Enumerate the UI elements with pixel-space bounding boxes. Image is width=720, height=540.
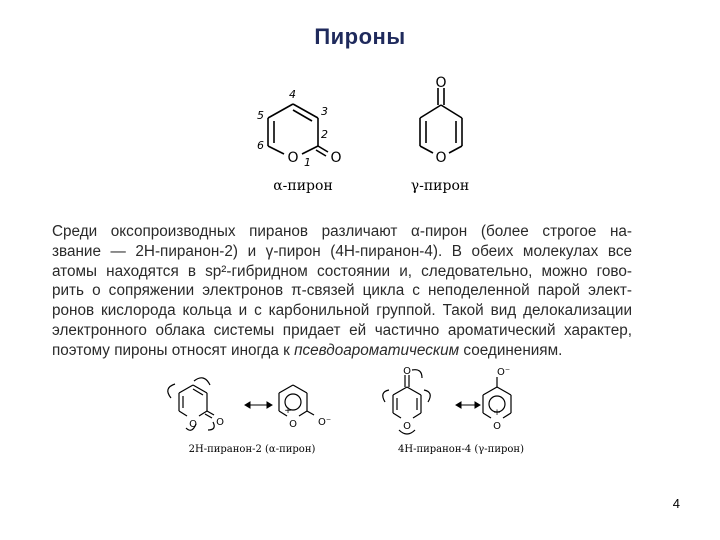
- gamma-resonance-plus: +: [493, 408, 501, 418]
- position-5-label: 5: [257, 109, 264, 122]
- body-paragraph: [52, 222, 632, 361]
- alpha-resonance-left-carbonyl-oxygen: O: [216, 417, 224, 428]
- gamma-resonance-left-ring-oxygen: O: [403, 421, 411, 432]
- gamma-resonance-oxide: O⁻: [497, 367, 511, 378]
- paragraph-line: атомы находятся в sp²-гибридном состоянии и, следовательно, можно гово-: [52, 262, 632, 280]
- alpha-ring-oxygen: O: [287, 150, 299, 166]
- gamma-pyrone-name: γ-пирон: [410, 178, 470, 194]
- position-1-label: 1: [304, 156, 311, 169]
- position-4-label: 4: [289, 88, 296, 101]
- page-title: Пироны: [314, 24, 406, 49]
- alpha-resonance-plus: +: [284, 406, 292, 416]
- gamma-resonance-caption: 4H-пиранон-4 (γ-пирон): [397, 444, 525, 455]
- emphasized-term: псевдоароматическим: [294, 341, 460, 359]
- gamma-resonance-arrow: [456, 402, 480, 408]
- gamma-resonance-right-ring-oxygen: O: [493, 421, 501, 432]
- alpha-resonance-oxide: O⁻: [318, 417, 332, 428]
- paragraph-line: ронов кислорода кольца и с карбонильной группой. Такой вид делокализации: [52, 302, 632, 320]
- alpha-pyrone-structure: [268, 104, 328, 156]
- position-2-label: 2: [321, 128, 328, 141]
- alpha-resonance-left-ring-oxygen: O: [189, 419, 197, 430]
- alpha-resonance-right-ring-oxygen: O: [289, 419, 297, 430]
- gamma-resonance-left-carbonyl-oxygen: O: [403, 366, 411, 377]
- alpha-pyrone-name: α-пирон: [273, 178, 333, 194]
- page-number: 4: [672, 496, 680, 511]
- alpha-carbonyl-oxygen: O: [330, 150, 342, 166]
- paragraph-line: звание — 2H-пиранон-2) и γ-пирон (4H-пиранон-4). В обеих молекулах все: [52, 242, 632, 260]
- gamma-pyrone-structure: [420, 88, 462, 153]
- alpha-resonance-caption: 2H-пиранон-2 (α-пирон): [188, 444, 316, 455]
- paragraph-line: электронного облака системы придает ей частично ароматический характер,: [52, 321, 632, 339]
- paragraph-line: рить о сопряжении электронов π-связей цикла с неподеленной парой элект-: [52, 282, 632, 300]
- gamma-ring-oxygen: O: [435, 150, 447, 166]
- gamma-carbonyl-oxygen: O: [435, 75, 447, 91]
- position-3-label: 3: [321, 105, 328, 118]
- position-6-label: 6: [257, 139, 264, 152]
- alpha-resonance-arrow: [245, 402, 272, 408]
- paragraph-line-last: поэтому пироны относят иногда к псевдоароматическим соединениям.: [52, 341, 563, 359]
- paragraph-line: Среди оксопроизводных пиранов различают α-пирон (более строгое на-: [52, 223, 632, 240]
